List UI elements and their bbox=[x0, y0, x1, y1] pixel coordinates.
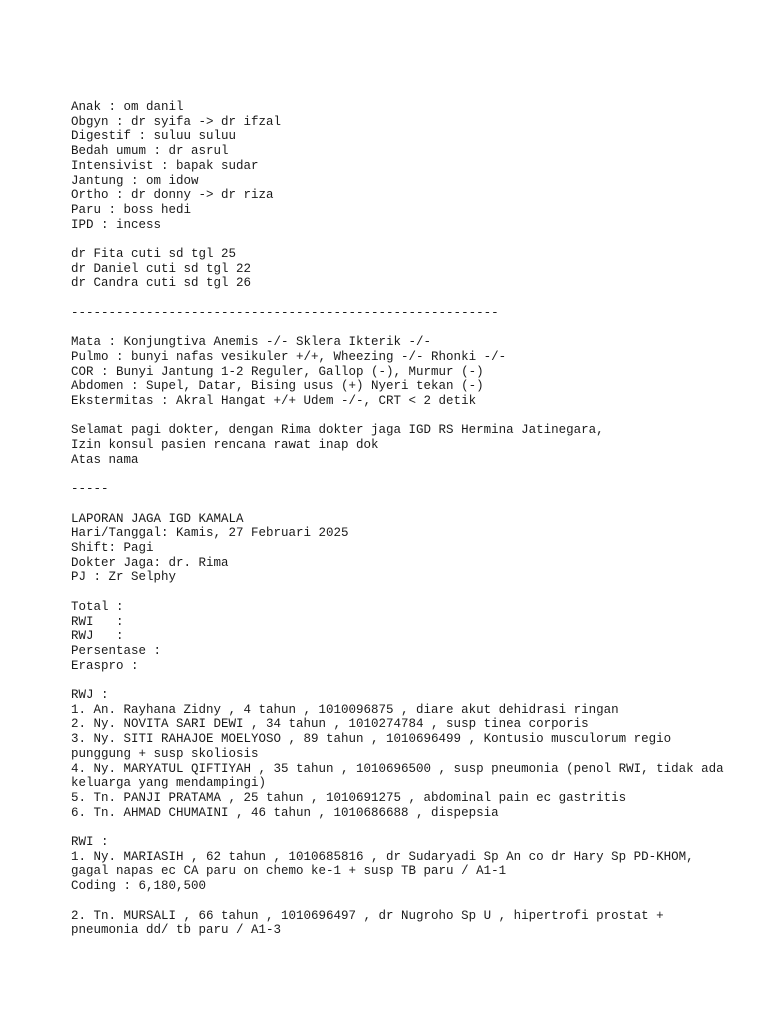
rwj-patient: 5. Tn. PANJI PRATAMA , 25 tahun , 1010691275 , abdominal pain ec gastritis bbox=[71, 790, 627, 805]
consultant-line: Bedah umum : dr asrul bbox=[71, 144, 229, 159]
consultant-line: IPD : incess bbox=[71, 217, 162, 232]
exam-line: Ekstermitas : Akral Hangat +/+ Udem -/-, CRT < 2 detik bbox=[71, 394, 477, 409]
greeting-line: Izin konsul pasien rencana rawat inap dok bbox=[71, 438, 379, 453]
totals-line: Total : bbox=[71, 599, 124, 614]
report-title: LAPORAN JAGA IGD KAMALA bbox=[71, 511, 244, 526]
separator-short bbox=[71, 482, 728, 497]
totals-line: Eraspro : bbox=[71, 658, 139, 673]
consultant-line: Intensivist : bapak sudar bbox=[71, 158, 259, 173]
leave-line: dr Daniel cuti sd tgl 22 bbox=[71, 261, 252, 276]
physical-exam bbox=[71, 335, 728, 409]
consultant-line: Ortho : dr donny -> dr riza bbox=[71, 188, 274, 203]
separator-line: ----- bbox=[71, 482, 109, 497]
rwi-patient: 1. Ny. MARIASIH , 62 tahun , 1010685816 , dr Sudaryadi Sp An co dr Hary Sp PD-KHOM, gagal napas ec CA paru on chemo ke-1 + susp TB paru / A1-1 bbox=[71, 849, 702, 879]
totals-summary bbox=[71, 600, 728, 674]
exam-line: COR : Bunyi Jantung 1-2 Reguler, Gallop (-), Murmur (-) bbox=[71, 364, 484, 379]
exam-line: Mata : Konjungtiva Anemis -/- Sklera Ikterik -/- bbox=[71, 335, 432, 350]
consultant-line: Anak : om danil bbox=[71, 100, 184, 114]
rwj-patient: 4. Ny. MARYATUL QIFTIYAH , 35 tahun , 1010696500 , susp pneumonia (penol RWI, tidak ada keluarga yang mendampingi) bbox=[71, 761, 732, 791]
totals-line: RWI : bbox=[71, 614, 124, 629]
rwj-patient: 6. Tn. AHMAD CHUMAINI , 46 tahun , 1010686688 , dispepsia bbox=[71, 805, 499, 820]
leave-line: dr Candra cuti sd tgl 26 bbox=[71, 276, 252, 291]
rwi-coding: Coding : 6,180,500 bbox=[71, 879, 207, 894]
leave-list bbox=[71, 247, 728, 291]
separator-line: --------------------------------------------------------- bbox=[71, 305, 499, 320]
totals-line: RWJ : bbox=[71, 629, 124, 644]
consultant-line: Paru : boss hedi bbox=[71, 202, 192, 217]
report-pj: PJ : Zr Selphy bbox=[71, 570, 177, 585]
rwj-patient: 3. Ny. SITI RAHAJOE MOELYOSO , 89 tahun , 1010696499 , Kontusio musculorum regio punggung + susp skoliosis bbox=[71, 732, 679, 761]
greeting-line: Selamat pagi dokter, dengan Rima dokter jaga IGD RS Hermina Jatinegara, bbox=[71, 423, 604, 438]
separator-long bbox=[71, 306, 728, 321]
rwj-section bbox=[71, 688, 732, 820]
report-date: Hari/Tanggal: Kamis, 27 Februari 2025 bbox=[71, 526, 349, 541]
rwi-section bbox=[71, 835, 728, 894]
totals-line: Persentase : bbox=[71, 643, 162, 658]
rwj-patient: 1. An. Rayhana Zidny , 4 tahun , 1010096875 , diare akut dehidrasi ringan bbox=[71, 702, 619, 717]
consultant-list bbox=[71, 100, 728, 232]
rwj-patient: 2. Ny. NOVITA SARI DEWI , 34 tahun , 1010274784 , susp tinea corporis bbox=[71, 717, 589, 732]
consult-greeting bbox=[71, 423, 728, 467]
leave-line: dr Fita cuti sd tgl 25 bbox=[71, 247, 237, 262]
rwi-title: RWI : bbox=[71, 835, 109, 850]
consultant-line: Obgyn : dr syifa -> dr ifzal bbox=[71, 114, 282, 129]
report-header bbox=[71, 512, 728, 586]
consultant-line: Digestif : suluu suluu bbox=[71, 129, 237, 144]
greeting-line: Atas nama bbox=[71, 452, 139, 467]
exam-line: Pulmo : bunyi nafas vesikuler +/+, Wheezing -/- Rhonki -/- bbox=[71, 349, 507, 364]
rwi-section-continued bbox=[71, 909, 728, 938]
consultant-line: Jantung : om idow bbox=[71, 173, 199, 188]
rwi-patient: 2. Tn. MURSALI , 66 tahun , 1010696497 , dr Nugroho Sp U , hipertrofi prostat + pneumonia dd/ tb paru / A1-3 bbox=[71, 908, 672, 938]
report-shift: Shift: Pagi bbox=[71, 541, 154, 555]
report-doctor: Dokter Jaga: dr. Rima bbox=[71, 555, 229, 570]
exam-line: Abdomen : Supel, Datar, Bising usus (+) Nyeri tekan (-) bbox=[71, 379, 484, 394]
rwj-title: RWJ : bbox=[71, 688, 109, 702]
